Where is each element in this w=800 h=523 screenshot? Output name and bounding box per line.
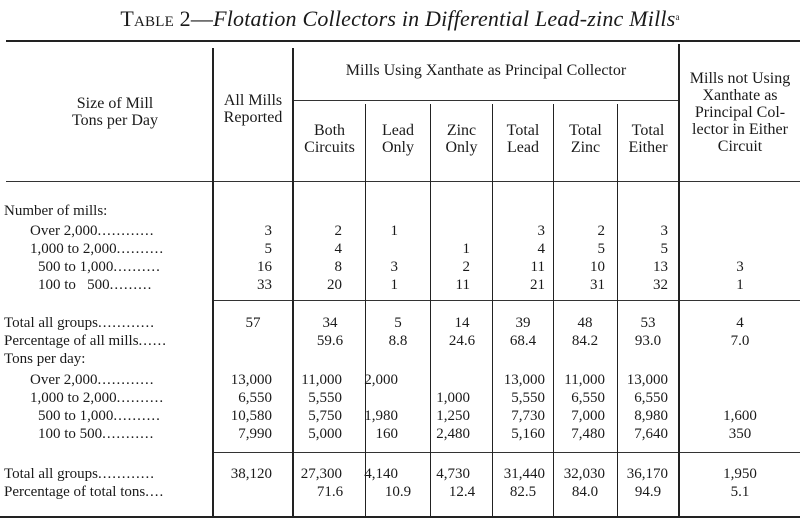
- cell-total-lead: 13,000: [503, 372, 545, 388]
- cell-both-circuits: 5,000: [308, 426, 342, 442]
- cell-lead-only: 1,980: [364, 408, 398, 424]
- cell-not-xanthate: 5.1: [730, 484, 750, 500]
- cell-total-zinc: 7,480: [571, 426, 605, 442]
- cell-total-either: 32: [653, 277, 668, 293]
- row-label-text: 100 to 500: [38, 426, 103, 442]
- row-label-text: 100 to 500: [38, 277, 110, 293]
- leader-dots: ......: [138, 333, 168, 349]
- cell-total-either: 3: [660, 223, 668, 239]
- header-line: Only: [382, 139, 414, 156]
- cell-lead-only: 1: [390, 277, 398, 293]
- header-all-mills-line: All Mills: [223, 92, 283, 109]
- cell-total-either: 13: [653, 259, 668, 275]
- cell-total-either: 5: [660, 241, 668, 257]
- row-label-text: 1,000 to 2,000: [30, 241, 117, 257]
- cell-not-xanthate: 7.0: [730, 333, 750, 349]
- row-label: [4, 483, 210, 501]
- row-label-text: Over 2,000: [30, 372, 98, 388]
- table-label: Table 2: [120, 6, 191, 31]
- header-not-xanthate: [680, 70, 800, 155]
- cell-zinc-only: 4,730: [436, 466, 470, 482]
- cell-total-either: 8,980: [634, 408, 668, 424]
- cell-total-zinc: 5: [597, 241, 605, 257]
- header-all-mills: [214, 92, 292, 126]
- cell-both-circuits: 5,750: [308, 408, 342, 424]
- row-label-text: Percentage of all mills: [4, 333, 139, 349]
- row-label: [30, 389, 210, 407]
- header-total-either: [618, 122, 678, 156]
- cell-zinc-only: 1,250: [436, 408, 470, 424]
- cell-total-either: 53: [640, 315, 656, 331]
- cell-zinc-only: 24.6: [448, 333, 476, 349]
- cell-all-mills: 33: [257, 277, 272, 293]
- cell-not-xanthate: 350: [728, 426, 752, 442]
- row-label: [30, 240, 210, 258]
- row-label: [38, 276, 210, 294]
- header-all-mills-line: Reported: [223, 109, 283, 126]
- cell-total-lead: 31,440: [503, 466, 545, 482]
- leader-dots: ............: [97, 223, 155, 239]
- header-line: Circuits: [304, 139, 355, 156]
- section-number-of-mills: Number of mills:: [4, 203, 108, 219]
- row-label: [38, 258, 210, 276]
- row-label-text: 1,000 to 2,000: [30, 390, 117, 406]
- cell-total-zinc: 11,000: [564, 372, 605, 388]
- header-bottom-rule: [6, 181, 800, 182]
- cell-total-either: 36,170: [626, 466, 668, 482]
- cell-all-mills: 38,120: [230, 466, 272, 482]
- header-stub: [40, 95, 190, 129]
- cell-both-circuits: 5,550: [308, 390, 342, 406]
- tons-subtotal-rule: [214, 452, 800, 453]
- cell-total-lead: 68.4: [509, 333, 537, 349]
- cell-total-zinc: 31: [590, 277, 605, 293]
- leader-dots: ..........: [116, 390, 165, 406]
- cell-total-zinc: 2: [597, 223, 605, 239]
- header-stub-line: Size of Mill: [76, 95, 154, 112]
- cell-total-zinc: 84.2: [571, 333, 599, 349]
- cell-zinc-only: 1,000: [436, 390, 470, 406]
- cell-all-mills: 57: [245, 315, 261, 331]
- cell-total-either: 7,640: [634, 426, 668, 442]
- row-label: [38, 425, 210, 443]
- leader-dots: ..........: [113, 408, 161, 424]
- section-tons-per-day: Tons per day:: [4, 351, 86, 367]
- cell-all-mills: 13,000: [230, 372, 272, 388]
- col-divider-lead: [430, 104, 431, 516]
- leader-dots: ............: [97, 466, 155, 482]
- col-divider-total-zinc: [617, 104, 618, 516]
- cell-lead-only: 3: [390, 259, 398, 275]
- cell-all-mills: 3: [264, 223, 272, 239]
- cell-all-mills: 6,550: [238, 390, 272, 406]
- top-rule: [6, 40, 800, 42]
- row-label: [30, 222, 210, 240]
- header-line: Total: [506, 122, 540, 139]
- header-line: Total: [569, 122, 602, 139]
- cell-total-lead: 7,730: [511, 408, 545, 424]
- bottom-rule: [0, 516, 800, 518]
- header-line: lector in Either: [692, 121, 788, 138]
- header-line: Mills not Using: [689, 70, 791, 87]
- cell-total-zinc: 10: [590, 259, 605, 275]
- cell-both-circuits: 59.6: [316, 333, 344, 349]
- table-title: [0, 6, 800, 32]
- header-total-lead: [493, 122, 553, 156]
- row-label-text: Total all groups: [4, 466, 98, 482]
- cell-lead-only: 10.9: [384, 484, 412, 500]
- header-line: Only: [445, 139, 478, 156]
- cell-both-circuits: 8: [334, 259, 342, 275]
- cell-zinc-only: 11: [455, 277, 470, 293]
- cell-both-circuits: 2: [334, 223, 342, 239]
- cell-total-either: 94.9: [634, 484, 662, 500]
- row-label: [4, 465, 210, 483]
- cell-total-lead: 5,160: [511, 426, 545, 442]
- cell-total-lead: 5,550: [511, 390, 545, 406]
- cell-total-lead: 21: [530, 277, 545, 293]
- title-dash: —: [190, 6, 214, 31]
- cell-zinc-only: 2,480: [436, 426, 470, 442]
- row-label-text: Total all groups: [4, 315, 98, 331]
- cell-total-lead: 3: [537, 223, 545, 239]
- cell-lead-only: 1: [390, 223, 398, 239]
- cell-all-mills: 16: [257, 259, 272, 275]
- header-line: Xanthate as: [702, 87, 778, 104]
- cell-both-circuits: 4: [334, 241, 342, 257]
- cell-zinc-only: 2: [462, 259, 470, 275]
- header-line: Lead: [507, 139, 539, 156]
- cell-not-xanthate: 1,950: [723, 466, 757, 482]
- col-divider-total-lead: [553, 104, 554, 516]
- cell-all-mills: 5: [264, 241, 272, 257]
- header-line: Either: [628, 139, 668, 156]
- header-zinc-only: [431, 122, 492, 156]
- cell-both-circuits: 27,300: [300, 466, 342, 482]
- leader-dots: ...........: [102, 426, 155, 442]
- header-line: Principal Col-: [694, 104, 786, 121]
- cell-both-circuits: 71.6: [316, 484, 344, 500]
- leader-dots: ....: [145, 484, 165, 500]
- row-label: [30, 371, 210, 389]
- leader-dots: .........: [109, 277, 153, 293]
- cell-total-zinc: 32,030: [563, 466, 605, 482]
- leader-dots: ..........: [113, 259, 161, 275]
- row-label: [4, 314, 210, 332]
- cell-zinc-only: 14: [454, 315, 470, 331]
- col-divider-both: [365, 104, 366, 516]
- row-label: [4, 332, 210, 350]
- cell-total-lead: 39: [515, 315, 531, 331]
- row-label-text: Over 2,000: [30, 223, 98, 239]
- cell-both-circuits: 34: [322, 315, 338, 331]
- num-subtotal-rule: [214, 300, 800, 301]
- col-divider-zinc: [492, 104, 493, 516]
- header-stub-line: Tons per Day: [72, 112, 158, 129]
- cell-total-lead: 11: [530, 259, 545, 275]
- cell-all-mills: 7,990: [238, 426, 272, 442]
- header-total-zinc: [554, 122, 617, 156]
- cell-zinc-only: 1: [462, 241, 470, 257]
- header-both-circuits: [294, 122, 365, 156]
- cell-total-either: 13,000: [626, 372, 668, 388]
- header-line: Zinc: [570, 139, 601, 156]
- cell-total-either: 6,550: [634, 390, 668, 406]
- cell-lead-only: 160: [375, 426, 398, 442]
- header-line: Zinc: [446, 122, 477, 139]
- cell-both-circuits: 11,000: [301, 372, 342, 388]
- header-line: Circuit: [717, 138, 763, 155]
- cell-total-either: 93.0: [634, 333, 662, 349]
- row-label-text: 500 to 1,000: [38, 408, 114, 424]
- cell-total-zinc: 6,550: [571, 390, 605, 406]
- leader-dots: ..........: [116, 241, 165, 257]
- cell-total-zinc: 7,000: [571, 408, 605, 424]
- cell-lead-only: 2,000: [364, 372, 398, 388]
- leader-dots: ............: [97, 315, 155, 331]
- cell-zinc-only: 12.4: [448, 484, 476, 500]
- footnote-mark: a: [675, 12, 680, 22]
- cell-not-xanthate: 1: [736, 277, 744, 293]
- cell-total-zinc: 84.0: [571, 484, 599, 500]
- table-caption: Flotation Collectors in Differential Lead-zinc Mills: [213, 6, 676, 31]
- row-label: [38, 407, 210, 425]
- header-line: Total: [631, 122, 665, 139]
- header-line: Lead: [382, 122, 414, 139]
- header-xanthate-group: Mills Using Xanthate as Principal Collector: [345, 62, 627, 79]
- cell-not-xanthate: 3: [736, 259, 744, 275]
- cell-not-xanthate: 4: [736, 315, 744, 331]
- cell-lead-only: 8.8: [388, 333, 408, 349]
- group-header-rule: [294, 100, 678, 101]
- cell-not-xanthate: 1,600: [723, 408, 757, 424]
- cell-lead-only: 5: [394, 315, 402, 331]
- cell-total-lead: 4: [537, 241, 545, 257]
- cell-both-circuits: 20: [327, 277, 342, 293]
- row-label-text: 500 to 1,000: [38, 259, 114, 275]
- cell-total-lead: 82.5: [509, 484, 537, 500]
- cell-all-mills: 10,580: [230, 408, 272, 424]
- row-label-text: Percentage of total tons: [4, 484, 146, 500]
- cell-lead-only: 4,140: [364, 466, 398, 482]
- cell-total-zinc: 48: [577, 315, 593, 331]
- header-lead-only: [366, 122, 430, 156]
- leader-dots: ............: [97, 372, 155, 388]
- header-line: Both: [313, 122, 346, 139]
